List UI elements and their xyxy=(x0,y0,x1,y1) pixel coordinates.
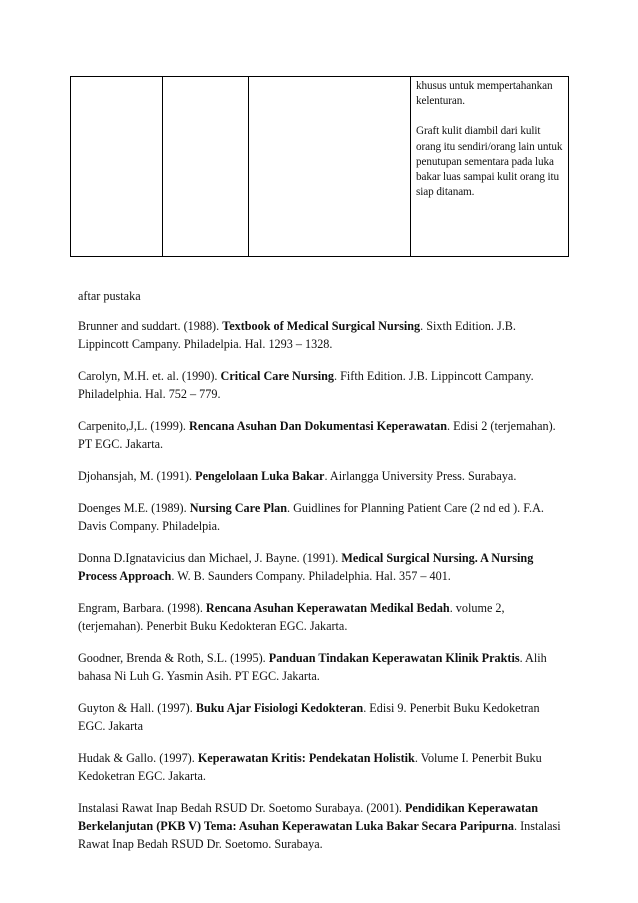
reference-entry xyxy=(78,699,564,735)
cell-paragraph: khusus untuk mempertahankan kelenturan. xyxy=(416,80,553,108)
reference-details: . Edisi 2 (terjemahan). PT EGC. Jakarta. xyxy=(78,419,556,451)
reference-author: Carpenito,J,L. (1999). xyxy=(78,419,190,433)
reference-author: Brunner and suddart. (1988). xyxy=(78,319,223,333)
reference-author: Donna D.Ignatavicius dan Michael, J. Bayne. (1991). xyxy=(78,551,342,565)
reference-author: Djohansjah, M. (1991). xyxy=(78,469,196,483)
reference-details: . Sixth Edition. J.B. Lippincott Campany. Philadelpia. Hal. 1293 – 1328. xyxy=(78,319,516,351)
reference-title: Nursing Care Plan xyxy=(189,501,287,515)
reference-author: Hudak & Gallo. (1997). xyxy=(78,751,198,765)
cell-paragraph: Graft kulit diambil dari kulit orang itu sendiri/orang lain untuk penutupan sementara pada luka bakar luas sampai kulit orang itu siap ditanam. xyxy=(416,125,563,199)
reference-author: Engram, Barbara. (1998). xyxy=(78,601,206,615)
reference-title: Panduan Tindakan Keperawatan Klinik Praktis xyxy=(268,651,520,665)
reference-details: . volume 2, (terjemahan). Penerbit Buku Kedokteran EGC. Jakarta. xyxy=(78,601,505,633)
reference-details: . Alih bahasa Ni Luh G. Yasmin Asih. PT EGC. Jakarta. xyxy=(78,651,547,683)
reference-title: Textbook of Medical Surgical Nursing xyxy=(222,319,421,333)
reference-author: Goodner, Brenda & Roth, S.L. (1995). xyxy=(78,651,269,665)
reference-details: . Volume I. Penerbit Buku Kedoketran EGC. Jakarta. xyxy=(78,751,542,783)
reference-author: Doenges M.E. (1989). xyxy=(78,501,190,515)
reference-entry xyxy=(78,749,564,785)
reference-details: . Airlangga University Press. Surabaya. xyxy=(324,469,517,483)
reference-title: Buku Ajar Fisiologi Kedokteran xyxy=(195,701,364,715)
reference-entry xyxy=(78,599,564,635)
reference-heading: aftar pustaka xyxy=(78,289,141,303)
reference-details: . Instalasi Rawat Inap Bedah RSUD Dr. Soetomo. Surabaya. xyxy=(78,819,561,851)
reference-title: Keperawatan Kritis: Pendekatan Holistik xyxy=(197,751,415,765)
reference-title: Critical Care Nursing xyxy=(220,369,335,383)
reference-entry xyxy=(78,549,564,585)
reference-list xyxy=(78,287,564,867)
reference-details: . Guidlines for Planning Patient Care (2 nd ed ). F.A. Davis Company. Philadelpia. xyxy=(78,501,544,533)
reference-author: Guyton & Hall. (1997). xyxy=(78,701,196,715)
reference-author: Instalasi Rawat Inap Bedah RSUD Dr. Soetomo Surabaya. (2001). xyxy=(78,801,405,815)
reference-entry xyxy=(78,317,564,353)
reference-entry xyxy=(78,417,564,453)
reference-entries xyxy=(78,317,564,853)
reference-title: Pengelolaan Luka Bakar xyxy=(195,469,325,483)
reference-title: Rencana Asuhan Dan Dokumentasi Keperawatan xyxy=(189,419,448,433)
reference-entry xyxy=(78,499,564,535)
reference-entry xyxy=(78,799,564,853)
table-cell-empty-1 xyxy=(71,77,163,257)
table-cell-empty-2 xyxy=(163,77,249,257)
reference-entry xyxy=(78,649,564,685)
reference-title: Pendidikan Keperawatan Berkelanjutan (PKB V) Tema: Asuhan Keperawatan Luka Bakar Secara Paripurna xyxy=(78,801,539,833)
reference-details: . Edisi 9. Penerbit Buku Kedoketran EGC. Jakarta xyxy=(78,701,540,733)
reference-entry xyxy=(78,467,564,485)
reference-author: Carolyn, M.H. et. al. (1990). xyxy=(78,369,221,383)
table-cell-intervention xyxy=(411,77,569,257)
table-cell-empty-3 xyxy=(249,77,411,257)
reference-entry xyxy=(78,367,564,403)
reference-title: Medical Surgical Nursing. A Nursing Process Approach xyxy=(78,551,534,583)
reference-title: Rencana Asuhan Keperawatan Medikal Bedah xyxy=(205,601,450,615)
table-row xyxy=(71,77,569,257)
reference-details: . W. B. Saunders Company. Philadelphia. Hal. 357 – 401. xyxy=(171,569,451,583)
care-plan-table xyxy=(70,76,569,257)
reference-details: . Fifth Edition. J.B. Lippincott Campany. Philadelphia. Hal. 752 – 779. xyxy=(78,369,534,401)
